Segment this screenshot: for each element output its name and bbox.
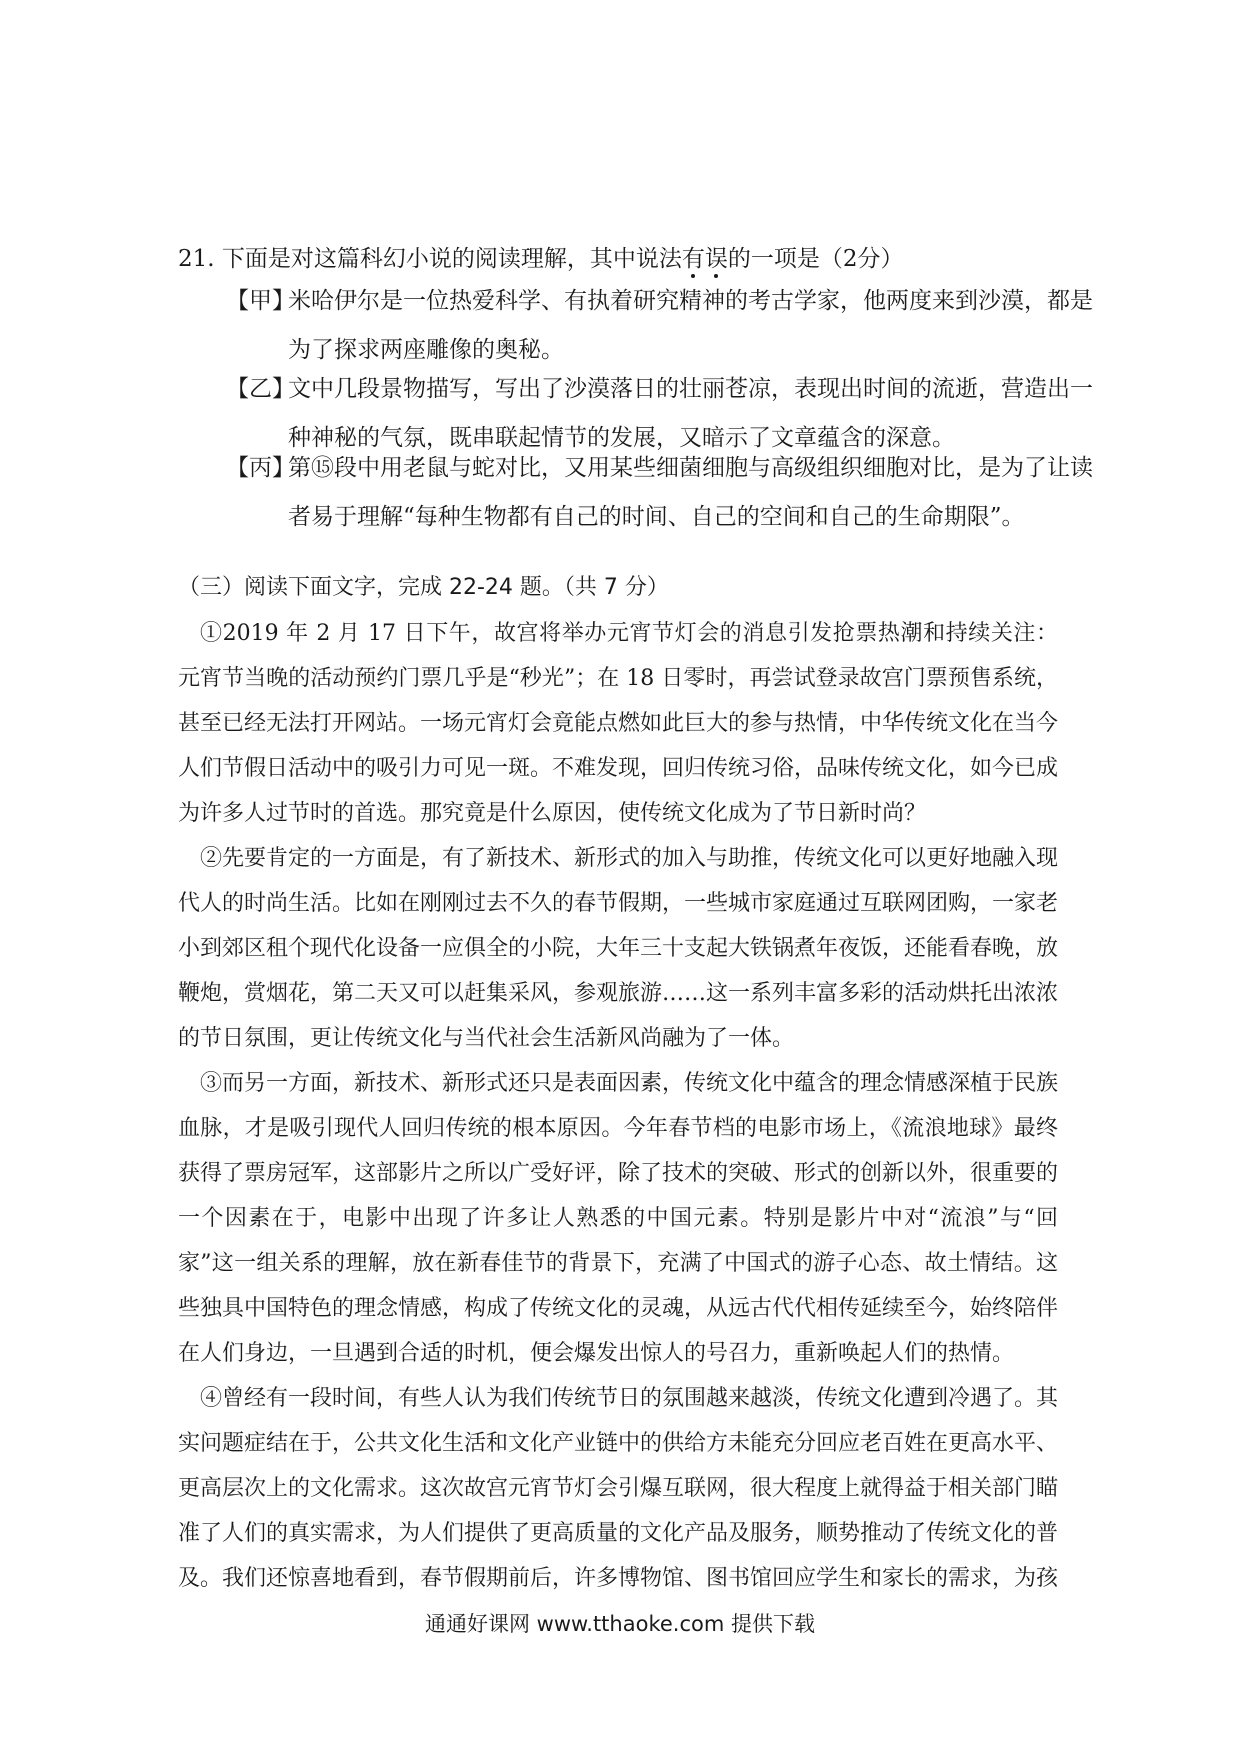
page-footer: 通通好课网 www.tthaoke.com 提供下载 [425, 1612, 815, 1636]
question-21-prefix: 21. 下面是对这篇科幻小说的阅读理解，其中说法 [178, 246, 682, 272]
option-line: 文中几段景物描写，写出了沙漠落日的壮丽苍凉，表现出时间的流逝，营造出一 [288, 376, 1093, 402]
option-line: 为了探求两座雕像的奥秘。 [288, 337, 564, 363]
option-tag: 【乙】 [226, 376, 295, 402]
paragraph-1: ①2019 年 2 月 17 日下午，故宫将举办元宵节灯会的消息引发抢票热潮和持续关注：元宵节当晚的活动预约门票几乎是“秒光”；在 18 日零时，再尝试登录故宫门票预售系统，甚至已经无法打开网站。一场元宵灯会竟能点燃如此巨大的参与热情，中华传统文化在当今人们节假日活动中的吸引力可见一斑。不难发现，回归传统习俗，品味传统文化，如今已成为许多人过节时的首选。那究竟是什么原因，使传统文化成为了节日新时尚？ [178, 621, 1059, 826]
paragraph-2: ②先要肯定的一方面是，有了新技术、新形式的加入与助推，传统文化可以更好地融入现代人的时尚生活。比如在刚刚过去不久的春节假期，一些城市家庭通过互联网团购，一家老小到郊区租个现代化设备一应俱全的小院，大年三十支起大铁锅煮年夜饭，还能看春晚，放鞭炮，赏烟花，第二天又可以赶集采风，参观旅游……这一系列丰富多彩的活动烘托出浓浓的节日氛围，更让传统文化与当代社会生活新风尚融为了一体。 [178, 846, 1059, 1051]
paragraph-3: ③而另一方面，新技术、新形式还只是表面因素，传统文化中蕴含的理念情感深植于民族血脉，才是吸引现代人回归传统的根本原因。今年春节档的电影市场上，《流浪地球》最终获得了票房冠军，这部影片之所以广受好评，除了技术的突破、形式的创新以外，很重要的一个因素在于，电影中出现了许多让人熟悉的中国元素。特别是影片中对“流浪”与“回家”这一组关系的理解，放在新春佳节的背景下，充满了中国式的游子心态、故土情结。这些独具中国特色的理念情感，构成了传统文化的灵魂，从远古代代相传延续至今，始终陪伴在人们身边，一旦遇到合适的时机，便会爆发出惊人的号召力，重新唤起人们的热情。 [178, 1071, 1059, 1366]
option-line: 者易于理解“每种生物都有自己的时间、自己的空间和自己的生命期限”。 [288, 504, 1025, 530]
section-3-heading: （三）阅读下面文字，完成 22-24 题。（共 7 分） [178, 575, 669, 600]
option-tag: 【丙】 [226, 455, 295, 481]
question-21 [178, 242, 904, 276]
question-21-suffix: 的一项是（2分） [727, 246, 904, 272]
option-line: 种神秘的气氛，既串联起情节的发展，又暗示了文章蕴含的深意。 [288, 425, 955, 451]
option-tag: 【甲】 [226, 288, 295, 314]
option-line: 米哈伊尔是一位热爱科学、有执着研究精神的考古学家，他两度来到沙漠，都是 [288, 288, 1093, 314]
emphasis-char-wu: 误 [704, 246, 728, 272]
option-line: 第⑮段中用老鼠与蛇对比，又用某些细菌细胞与高级组织细胞对比，是为了让读 [288, 455, 1093, 481]
emphasis-char-you: 有 [681, 246, 705, 272]
paragraph-4: ④曾经有一段时间，有些人认为我们传统节日的氛围越来越淡，传统文化遭到冷遇了。其实问题症结在于，公共文化生活和文化产业链中的供给方未能充分回应老百姓在更高水平、更高层次上的文化需求。这次故宫元宵节灯会引爆互联网，很大程度上就得益于相关部门瞄准了人们的真实需求，为人们提供了更高质量的文化产品及服务，顺势推动了传统文化的普及。我们还惊喜地看到，春节假期前后，许多博物馆、图书馆回应学生和家长的需求，为孩 [178, 1386, 1059, 1591]
reading-passage [178, 611, 1058, 1601]
